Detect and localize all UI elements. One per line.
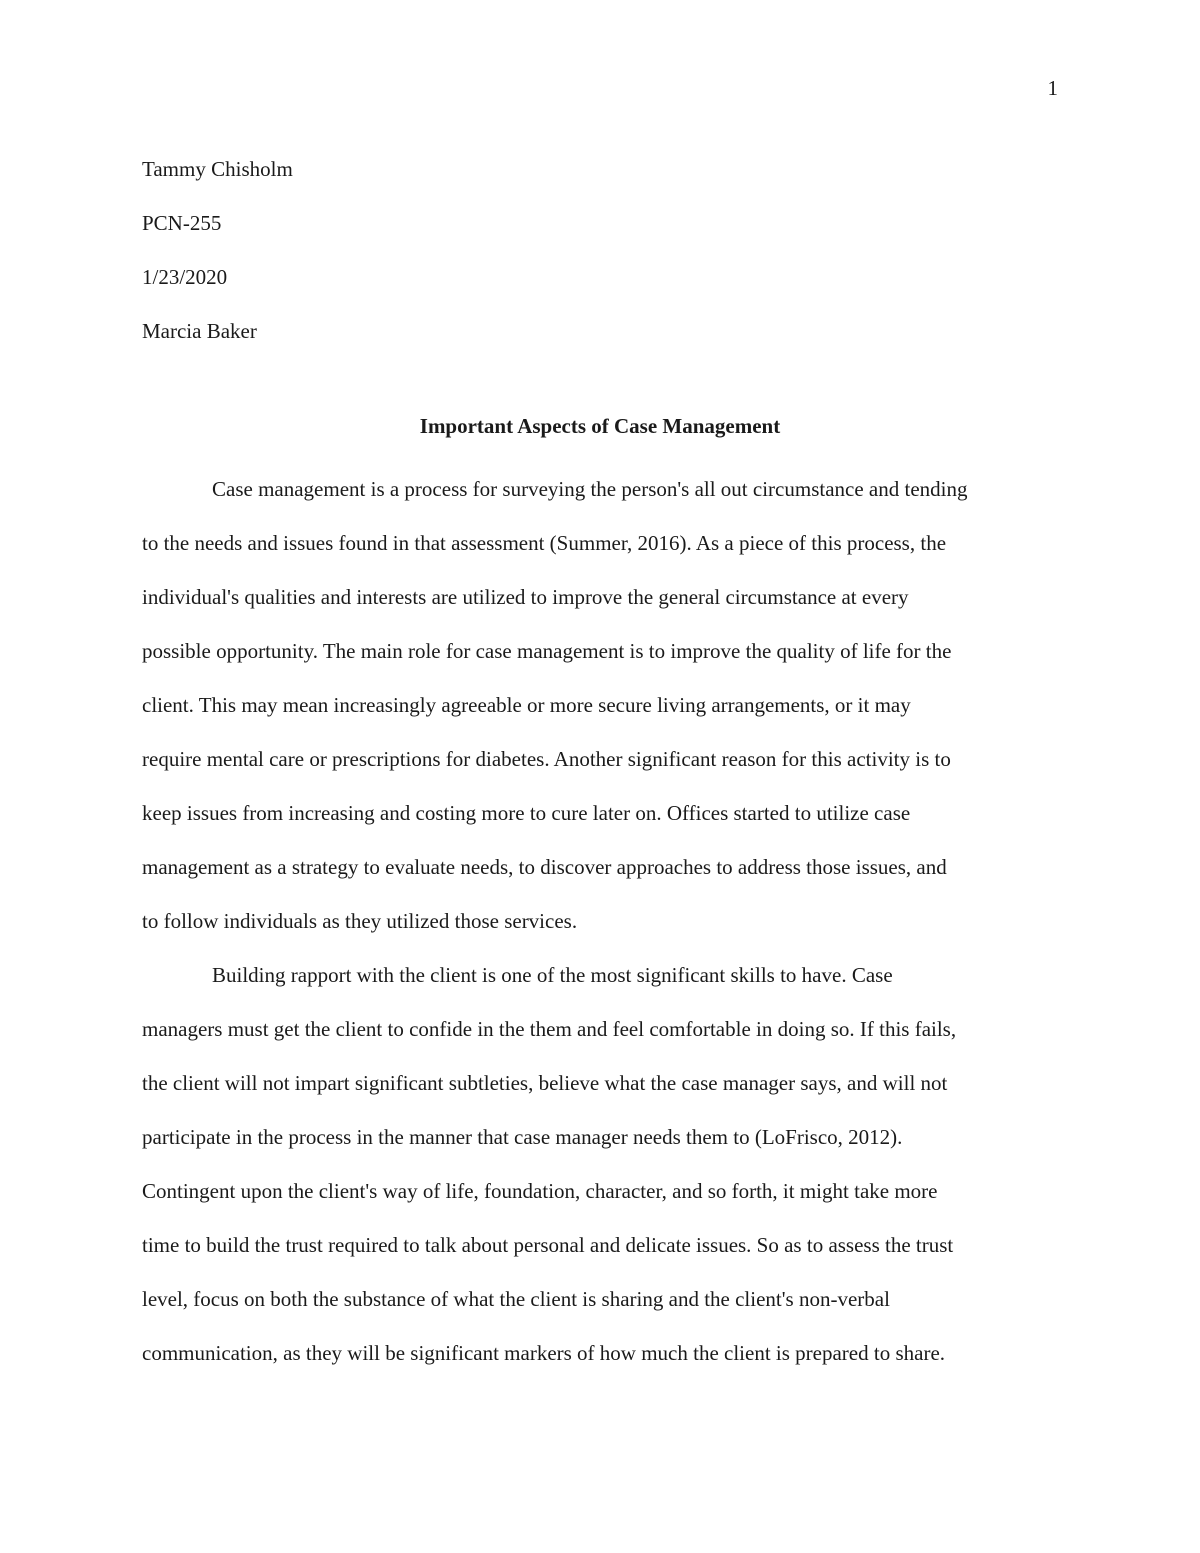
paragraph — [142, 948, 1060, 1380]
paragraph-line: managers must get the client to confide in the them and feel comfortable in doing so. If this fails, — [142, 1017, 957, 1041]
paragraph-line: to follow individuals as they utilized those services. — [142, 909, 578, 933]
author-name: Tammy Chisholm — [142, 157, 293, 181]
paragraph-line: level, focus on both the substance of what the client is sharing and the client's non-verbal — [142, 1287, 890, 1311]
paragraph-line: individual's qualities and interests are utilized to improve the general circumstance at every — [142, 585, 909, 609]
paper-body — [142, 462, 1060, 1380]
paragraph-line: the client will not impart significant subtleties, believe what the case manager says, and will not — [142, 1071, 948, 1095]
paper-title: Important Aspects of Case Management — [419, 414, 781, 438]
course-code: PCN-255 — [142, 211, 222, 235]
paragraph — [142, 462, 1060, 948]
paragraph-line: keep issues from increasing and costing more to cure later on. Offices started to utilize case — [142, 801, 911, 825]
paragraph-line: Contingent upon the client's way of life, foundation, character, and so forth, it might take more — [142, 1179, 938, 1203]
paragraph-line: client. This may mean increasingly agreeable or more secure living arrangements, or it may — [142, 693, 911, 717]
paragraph-line: require mental care or prescriptions for diabetes. Another significant reason for this activity is to — [142, 747, 951, 771]
submission-date: 1/23/2020 — [142, 265, 228, 289]
paragraph-line: management as a strategy to evaluate needs, to discover approaches to address those issues, and — [142, 855, 947, 879]
instructor-name: Marcia Baker — [142, 319, 257, 343]
header-block — [142, 142, 1062, 358]
paragraph-line: participate in the process in the manner that case manager needs them to (LoFrisco, 2012). — [142, 1125, 903, 1149]
page-number: 1 — [1047, 76, 1058, 100]
paragraph-line: communication, as they will be significant markers of how much the client is prepared to share. — [142, 1341, 946, 1365]
paragraph-line: Case management is a process for surveying the person's all out circumstance and tending — [212, 477, 968, 501]
paragraph-line: to the needs and issues found in that assessment (Summer, 2016). As a piece of this process, the — [142, 531, 947, 555]
paragraph-line: time to build the trust required to talk about personal and delicate issues. So as to assess the trust — [142, 1233, 954, 1257]
paragraph-line: Building rapport with the client is one of the most significant skills to have. Case — [212, 963, 893, 987]
paragraph-line: possible opportunity. The main role for case management is to improve the quality of life for the — [142, 639, 952, 663]
